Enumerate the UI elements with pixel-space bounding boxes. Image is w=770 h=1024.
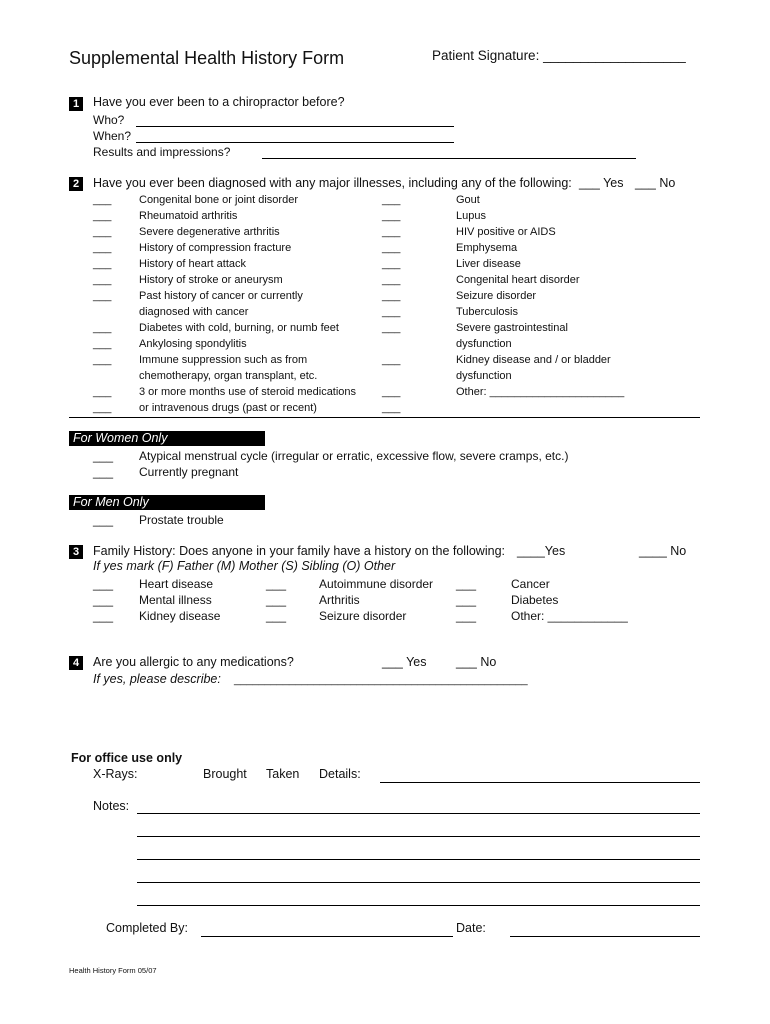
q3-question: Family History: Does anyone in your family have a history on the following:: [93, 544, 505, 558]
checkbox-blank[interactable]: ___: [456, 593, 477, 607]
checkbox-blank[interactable]: ___: [93, 577, 114, 591]
q2-question: Have you ever been diagnosed with any major illnesses, including any of the following:: [93, 176, 572, 190]
list-item: Gout: [456, 194, 480, 206]
xrays-label: X-Rays:: [93, 767, 138, 781]
list-item: Seizure disorder: [456, 290, 537, 302]
checkbox-blank[interactable]: ___: [93, 449, 114, 463]
checkbox-blank[interactable]: ___: [93, 210, 112, 222]
date-line[interactable]: [510, 936, 700, 937]
q2-left-items: [139, 192, 356, 416]
q2-left-blanks: [93, 192, 111, 416]
checkbox-blank[interactable]: ___: [93, 274, 112, 286]
list-item: chemotherapy, organ transplant, etc.: [139, 370, 318, 382]
checkbox-blank[interactable]: ___: [93, 386, 112, 398]
q3-col1-blanks: [93, 576, 113, 624]
q4-describe-line[interactable]: ________________________________________________: [234, 674, 528, 686]
checkbox-blank[interactable]: ___: [93, 258, 112, 270]
brought-option[interactable]: Brought: [203, 767, 247, 781]
checkbox-blank[interactable]: ___: [456, 609, 477, 623]
checkbox-blank[interactable]: ___: [382, 242, 401, 254]
list-item: Mental illness: [139, 593, 212, 607]
other-family-field[interactable]: Other: ____________: [511, 609, 628, 623]
list-item: diagnosed with cancer: [139, 306, 249, 318]
checkbox-blank[interactable]: ___: [266, 593, 287, 607]
q2-right-items: [456, 192, 624, 400]
notes-line[interactable]: [137, 905, 700, 906]
list-item: Cancer: [511, 577, 550, 591]
question-number-3: 3: [69, 545, 83, 559]
checkbox-blank[interactable]: ___: [382, 386, 401, 398]
list-item: History of stroke or aneurysm: [139, 274, 283, 286]
list-item: Currently pregnant: [139, 465, 239, 479]
details-label: Details:: [319, 767, 361, 781]
list-item: History of compression fracture: [139, 242, 292, 254]
checkbox-blank[interactable]: ___: [382, 322, 401, 334]
other-illness-field[interactable]: Other: ______________________: [456, 386, 625, 398]
details-line[interactable]: [380, 782, 700, 783]
question-number-2: 2: [69, 177, 83, 191]
notes-line[interactable]: [137, 859, 700, 860]
q1-results-label: Results and impressions?: [93, 145, 231, 159]
checkbox-blank[interactable]: ___: [93, 338, 112, 350]
office-use-header: For office use only: [71, 751, 183, 765]
checkbox-blank[interactable]: ___: [382, 210, 401, 222]
q4-yes-option[interactable]: ___ Yes: [382, 655, 427, 669]
q3-col2-blanks: [266, 576, 286, 624]
list-item: Autoimmune disorder: [319, 577, 434, 591]
list-item: Arthritis: [319, 593, 360, 607]
checkbox-blank[interactable]: ___: [456, 577, 477, 591]
list-item: Seizure disorder: [319, 609, 407, 623]
list-item: dysfunction: [456, 370, 512, 382]
list-item: Kidney disease: [139, 609, 221, 623]
q1-when-label: When?: [93, 129, 132, 143]
checkbox-blank[interactable]: ___: [382, 354, 401, 366]
list-item: Past history of cancer or currently: [139, 290, 303, 302]
list-item: Heart disease: [139, 577, 214, 591]
q3-col3: [511, 576, 628, 624]
notes-line[interactable]: [137, 882, 700, 883]
completed-by-label: Completed By:: [106, 921, 188, 935]
women-section-header: For Women Only: [69, 431, 265, 446]
q3-instruction: If yes mark (F) Father (M) Mother (S) Sibling (O) Other: [93, 559, 396, 573]
checkbox-blank[interactable]: ___: [382, 306, 401, 318]
list-item: Atypical menstrual cycle (irregular or erratic, excessive flow, severe cramps, etc.): [139, 449, 569, 463]
checkbox-blank[interactable]: ___: [93, 593, 114, 607]
notes-label: Notes:: [93, 799, 130, 813]
list-item: Lupus: [456, 210, 486, 222]
q3-col3-blanks: [456, 576, 476, 624]
q3-col2: [319, 576, 433, 624]
q4-question: Are you allergic to any medications?: [93, 655, 294, 669]
notes-line[interactable]: [137, 813, 700, 814]
list-item: Kidney disease and / or bladder: [456, 354, 611, 366]
date-label: Date:: [456, 921, 486, 935]
checkbox-blank[interactable]: ___: [93, 322, 112, 334]
checkbox-blank[interactable]: ___: [93, 194, 112, 206]
men-section-header: For Men Only: [69, 495, 265, 510]
list-item: Congenital bone or joint disorder: [139, 194, 298, 206]
completed-by-line[interactable]: [201, 936, 453, 937]
q1-who-line[interactable]: [136, 126, 454, 127]
list-item: 3 or more months use of steroid medications: [139, 386, 357, 398]
list-item: Diabetes with cold, burning, or numb feet: [139, 322, 339, 334]
checkbox-blank[interactable]: ___: [382, 258, 401, 270]
list-item: Rheumatoid arthritis: [139, 210, 238, 222]
list-item: Immune suppression such as from: [139, 354, 308, 366]
taken-option[interactable]: Taken: [266, 767, 300, 781]
checkbox-blank[interactable]: ___: [93, 226, 112, 238]
list-item: Severe degenerative arthritis: [139, 226, 280, 238]
list-item: Liver disease: [456, 258, 521, 270]
checkbox-blank[interactable]: ___: [93, 354, 112, 366]
checkbox-blank[interactable]: ___: [382, 290, 401, 302]
list-item: Congenital heart disorder: [456, 274, 580, 286]
notes-line[interactable]: [137, 836, 700, 837]
list-item: Prostate trouble: [139, 513, 224, 527]
checkbox-blank[interactable]: ___: [93, 242, 112, 254]
list-item: History of heart attack: [139, 258, 246, 270]
checkbox-blank[interactable]: ___: [93, 609, 114, 623]
q4-no-option[interactable]: ___ No: [456, 655, 497, 669]
q1-when-line[interactable]: [136, 142, 454, 143]
list-item: HIV positive or AIDS: [456, 226, 556, 238]
patient-signature-label[interactable]: Patient Signature: ___________________: [432, 48, 686, 63]
checkbox-blank[interactable]: ___: [93, 465, 114, 479]
q2-yes-option[interactable]: ___ Yes: [579, 176, 624, 190]
list-item: Severe gastrointestinal: [456, 322, 568, 334]
checkbox-blank[interactable]: ___: [382, 402, 401, 414]
q1-question: Have you ever been to a chiropractor before?: [93, 95, 345, 109]
q1-who-label: Who?: [93, 113, 125, 127]
question-number-1: 1: [69, 97, 83, 111]
checkbox-blank[interactable]: ___: [266, 609, 287, 623]
list-item: dysfunction: [456, 338, 512, 350]
checkbox-blank[interactable]: ___: [382, 226, 401, 238]
checkbox-blank[interactable]: ___: [266, 577, 287, 591]
page-title: Supplemental Health History Form: [69, 48, 345, 68]
q3-col1: [139, 576, 220, 624]
list-item: Emphysema: [456, 242, 518, 254]
checkbox-blank[interactable]: ___: [382, 274, 401, 286]
checkbox-blank[interactable]: ___: [93, 402, 112, 414]
checkbox-blank[interactable]: ___: [93, 290, 112, 302]
q3-no-option[interactable]: ____ No: [639, 544, 687, 558]
q3-yes-option[interactable]: ____Yes: [517, 544, 566, 558]
list-item: or intravenous drugs (past or recent): [139, 402, 317, 414]
list-item: Diabetes: [511, 593, 559, 607]
question-number-4: 4: [69, 656, 83, 670]
checkbox-blank[interactable]: ___: [93, 513, 114, 527]
footer-text: Health History Form 05/07: [69, 966, 157, 975]
checkbox-blank[interactable]: ___: [382, 194, 401, 206]
list-item: Ankylosing spondylitis: [139, 338, 247, 350]
list-item: Tuberculosis: [456, 306, 518, 318]
section-divider: [69, 417, 700, 418]
q4-describe-label: If yes, please describe:: [93, 672, 221, 686]
q2-no-option[interactable]: ___ No: [635, 176, 676, 190]
q2-right-blanks: [382, 192, 400, 416]
q1-results-line[interactable]: [262, 158, 636, 159]
